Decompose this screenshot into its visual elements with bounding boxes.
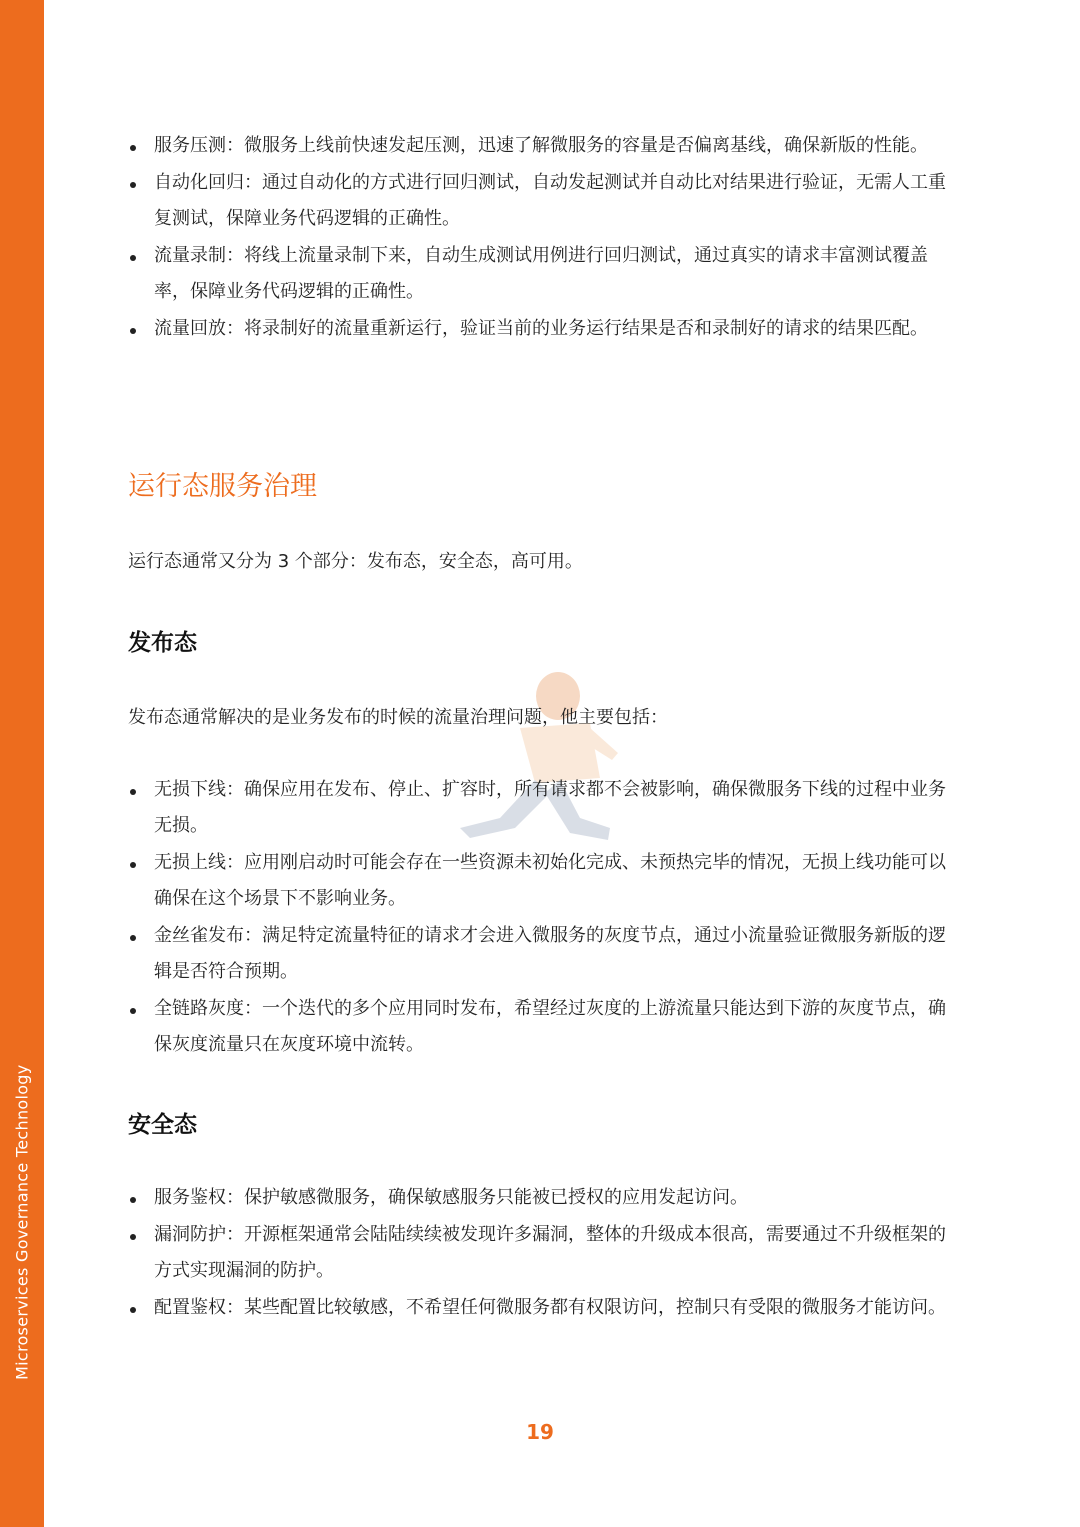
list-item: 无损上线：应用刚启动时可能会存在一些资源未初始化完成、未预热完毕的情况，无损上线功能可以确保在这个场景下不影响业务。 [128, 845, 958, 917]
side-bar-title: Microservices Governance Technology [12, 1064, 32, 1380]
list-item: 自动化回归：通过自动化的方式进行回归测试，自动发起测试并自动比对结果进行验证，无需人工重复测试，保障业务代码逻辑的正确性。 [128, 165, 958, 237]
test-bullet-list [128, 128, 958, 348]
release-bullet-list [128, 772, 958, 1064]
list-item: 配置鉴权：某些配置比较敏感，不希望任何微服务都有权限访问，控制只有受限的微服务才能访问。 [128, 1290, 958, 1326]
subheading-security: 安全态 [128, 1112, 197, 1138]
list-item: 服务鉴权：保护敏感微服务，确保敏感服务只能被已授权的应用发起访问。 [128, 1180, 958, 1216]
list-item: 流量回放：将录制好的流量重新运行，验证当前的业务运行结果是否和录制好的请求的结果匹配。 [128, 311, 958, 347]
list-item: 服务压测：微服务上线前快速发起压测，迅速了解微服务的容量是否偏离基线，确保新版的性能。 [128, 128, 958, 164]
list-item: 漏洞防护：开源框架通常会陆陆续续被发现许多漏洞，整体的升级成本很高，需要通过不升级框架的方式实现漏洞的防护。 [128, 1217, 958, 1289]
section-heading-runtime: 运行态服务治理 [128, 471, 317, 502]
side-bar [0, 0, 44, 1527]
list-item: 无损下线：确保应用在发布、停止、扩容时，所有请求都不会被影响，确保微服务下线的过程中业务无损。 [128, 772, 958, 844]
subheading-release: 发布态 [128, 630, 197, 656]
list-item: 全链路灰度：一个迭代的多个应用同时发布，希望经过灰度的上游流量只能达到下游的灰度节点，确保灰度流量只在灰度环境中流转。 [128, 991, 958, 1063]
release-intro: 发布态通常解决的是业务发布的时候的流量治理问题，他主要包括： [128, 707, 668, 728]
list-item: 流量录制：将线上流量录制下来，自动生成测试用例进行回归测试，通过真实的请求丰富测试覆盖率，保障业务代码逻辑的正确性。 [128, 238, 958, 310]
page-number: 19 [526, 1420, 554, 1444]
runtime-intro: 运行态通常又分为 3 个部分：发布态，安全态，高可用。 [128, 551, 583, 572]
security-bullet-list [128, 1180, 958, 1327]
list-item: 金丝雀发布：满足特定流量特征的请求才会进入微服务的灰度节点，通过小流量验证微服务新版的逻辑是否符合预期。 [128, 918, 958, 990]
